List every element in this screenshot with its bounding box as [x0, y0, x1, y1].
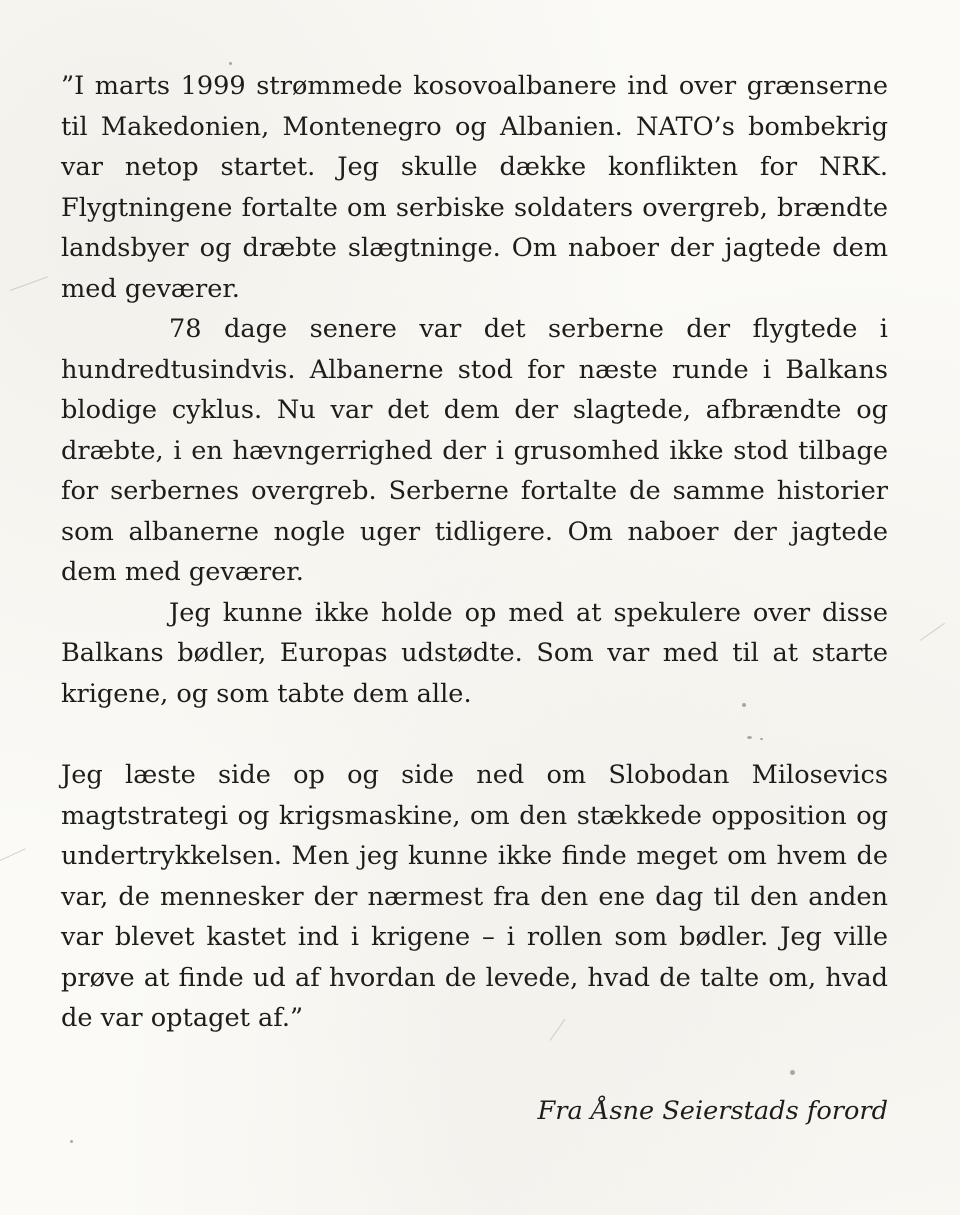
- paper-scratch: [10, 276, 48, 291]
- paper-scratch: [920, 623, 945, 641]
- paragraph-4: Jeg læste side op og side ned om Slobodan Milosevics magtstrategi og krigsmaskine, om den stækkede opposition og undertrykkelsen. Men jeg kunne ikke finde meget om hvem de var, de mennesker der nærmest fra den ene dag til den anden var blevet kastet ind i krigene – i rollen som bødler. Jeg ville prøve at finde ud af hvordan de levede, hvad de talte om, hvad de var optaget af.”: [61, 760, 888, 1033]
- paper-speck: [790, 1070, 795, 1075]
- paper-speck: [760, 738, 763, 740]
- paragraph-1: ”I marts 1999 strømmede kosovoalbanere ind over grænserne til Makedonien, Montenegro og Albanien. NATO’s bombekrig var netop startet. Jeg skulle dække konflikten for NRK. Flygtningene fortalte om serbiske soldaters overgreb, brændte landsbyer og dræbte slægtninge. Om naboer der jagtede dem med geværer.: [61, 71, 888, 304]
- paragraph-2: 78 dage senere var det serberne der flygtede i hundredtusindvis. Albanerne stod for næste runde i Balkans blodige cyklus. Nu var det dem der slagtede, afbrændte og dræbte, i en hævngerrighed der i grusomhed ikke stod tilbage for serbernes overgreb. Serberne fortalte de samme historier som albanerne nogle uger tidligere. Om naboer der jagtede dem med geværer.: [61, 314, 888, 587]
- foreword-quote: [61, 66, 888, 1039]
- paper-speck: [70, 1140, 73, 1143]
- paper-speck: [742, 703, 746, 707]
- signature-attribution: Fra Åsne Seierstads forord: [537, 1096, 888, 1126]
- paper-speck: [229, 62, 232, 65]
- paragraph-3: Jeg kunne ikke holde op med at spekulere over disse Balkans bødler, Europas udstødte. Som var med til at starte krigene, og som tabte dem alle.: [61, 597, 888, 709]
- paper-scratch: [0, 848, 26, 861]
- paper-speck: [747, 736, 752, 739]
